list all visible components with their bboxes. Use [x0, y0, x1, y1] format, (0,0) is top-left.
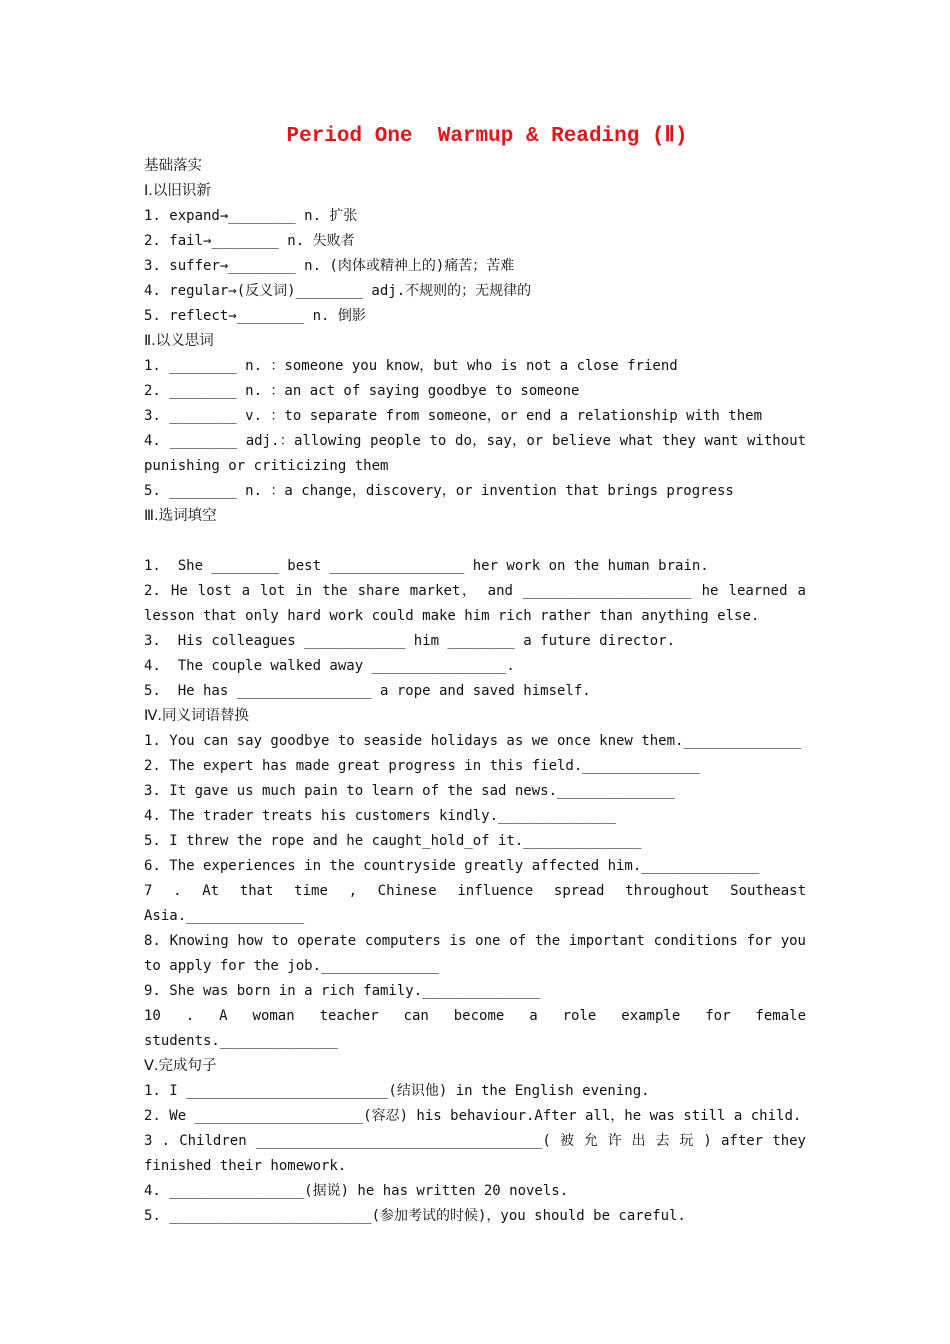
section-2-heading: Ⅱ.以义思词 — [144, 333, 214, 349]
s2-item: 4. ________ adj.：allowing people to do，say，or believe what they want without — [144, 433, 806, 449]
s5-item: 3 . Children __________________________________( 被 允 许 出 去 玩 ) after they — [144, 1133, 806, 1149]
s3-item: 1. She ________ best ________________ her work on the human brain. — [144, 558, 709, 574]
s4-item: 3. It gave us much pain to learn of the sad news.______________ — [144, 783, 676, 799]
section-5-heading: Ⅴ.完成句子 — [144, 1058, 217, 1074]
s4-item-continued: Asia.______________ — [144, 908, 305, 924]
worksheet-page — [144, 120, 806, 1229]
section-basics-heading: 基础落实 — [144, 158, 202, 174]
s3-item-continued: lesson that only hard work could make him rich rather than anything else. — [144, 608, 760, 624]
s4-item: 2. The expert has made great progress in this field.______________ — [144, 758, 701, 774]
s4-item: 8. Knowing how to operate computers is one of the important conditions for you — [144, 933, 806, 949]
s2-item: 5. ________ n. ：a change，discovery，or invention that brings progress — [144, 483, 734, 499]
s2-item: 3. ________ v. ：to separate from someone，or end a relationship with them — [144, 408, 763, 424]
s4-item: 9. She was born in a rich family.______________ — [144, 983, 541, 999]
s1-item: 3. suffer→________ n. (肉体或精神上的)痛苦；苦难 — [144, 258, 515, 274]
s5-item: 5. ________________________(参加考试的时候)，you should be careful. — [144, 1208, 686, 1224]
s3-item: 4. The couple walked away ________________. — [144, 658, 515, 674]
s4-item: 4. The trader treats his customers kindly.______________ — [144, 808, 617, 824]
s5-item-continued: finished their homework. — [144, 1158, 347, 1174]
s4-item: 5. I threw the rope and he caught_hold_of it.______________ — [144, 833, 642, 849]
s2-item-continued: punishing or criticizing them — [144, 458, 389, 474]
s4-item-continued: to apply for the job.______________ — [144, 958, 440, 974]
s5-item: 1. I ________________________(结识他) in the English evening. — [144, 1083, 650, 1099]
s4-item: 10 . A woman teacher can become a role example for female — [144, 1008, 806, 1024]
blank-spacer — [144, 529, 806, 554]
s1-item: 4. regular→(反义词)________ adj.不规则的；无规律的 — [144, 283, 532, 299]
s4-item: 6. The experiences in the countryside greatly affected him.______________ — [144, 858, 760, 874]
section-4-heading: Ⅳ.同义词语替换 — [144, 708, 249, 724]
s1-item: 2. fail→________ n. 失败者 — [144, 233, 355, 249]
s2-item: 1. ________ n. ：someone you know，but who is not a close friend — [144, 358, 678, 374]
s1-item: 5. reflect→________ n. 倒影 — [144, 308, 366, 324]
s4-item: 7 . At that time , Chinese influence spread throughout Southeast — [144, 883, 806, 899]
s4-item: 1. You can say goodbye to seaside holidays as we once knew them.______________ — [144, 733, 802, 749]
s3-item: 3. His colleagues ____________ him ________ a future director. — [144, 633, 676, 649]
s3-item: 2. He lost a lot in the share market， and ____________________ he learned a — [144, 583, 806, 599]
section-3-heading: Ⅲ.选词填空 — [144, 508, 217, 524]
s5-item: 4. ________________(据说) he has written 20 novels. — [144, 1183, 569, 1199]
page-title: Period One Warmup & Reading (Ⅱ) — [286, 125, 688, 148]
section-1-heading: Ⅰ.以旧识新 — [144, 183, 211, 199]
s5-item: 2. We ____________________(容忍) his behaviour.After all，he was still a child. — [144, 1108, 802, 1124]
s3-item: 5. He has ________________ a rope and saved himself. — [144, 683, 591, 699]
s2-item: 2. ________ n. ：an act of saying goodbye to someone — [144, 383, 580, 399]
s1-item: 1. expand→________ n. 扩张 — [144, 208, 358, 224]
s4-item-continued: students.______________ — [144, 1033, 338, 1049]
